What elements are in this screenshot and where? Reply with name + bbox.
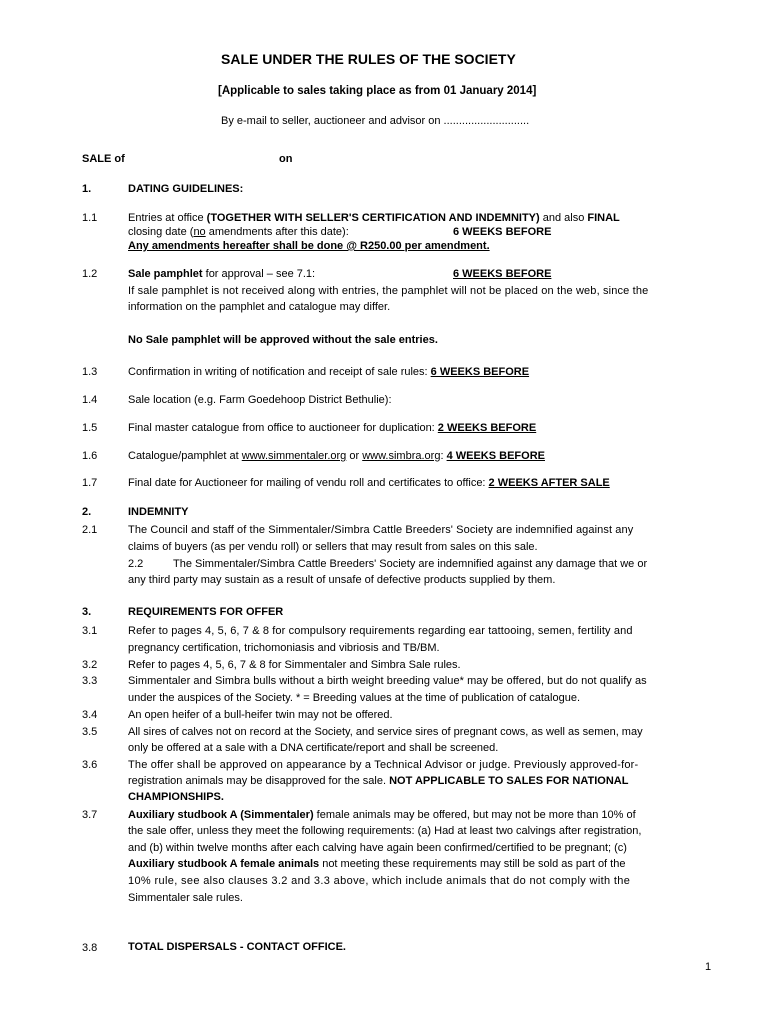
item-1-3-number: 1.3 bbox=[82, 366, 98, 378]
item-1-5-text bbox=[128, 421, 536, 435]
item-3-4-line-1: An open heifer of a bull-heifer twin may not be offered. bbox=[128, 709, 393, 721]
item-2-2-line-2: any third party may sustain as a result of unsafe of defective products supplied by them. bbox=[128, 574, 556, 586]
text: registration animals may be disapproved for the sale. bbox=[128, 775, 390, 787]
emphasis: FINAL bbox=[587, 212, 620, 224]
text: female animals may be offered, but may not be more than 10% of bbox=[313, 809, 636, 821]
page-number: 1 bbox=[705, 961, 712, 973]
item-3-5-number: 3.5 bbox=[82, 726, 98, 738]
item-3-7-number: 3.7 bbox=[82, 809, 98, 821]
text: Final master catalogue from office to auctioneer for duplication: bbox=[128, 422, 438, 434]
item-3-7-line-1 bbox=[128, 808, 636, 822]
deadline: 2 WEEKS BEFORE bbox=[437, 422, 537, 434]
item-3-4-number: 3.4 bbox=[82, 709, 98, 721]
deadline: 2 WEEKS AFTER SALE bbox=[488, 477, 610, 489]
text: or bbox=[346, 450, 363, 462]
item-1-2-number: 1.2 bbox=[82, 268, 98, 280]
document-title: SALE UNDER THE RULES OF THE SOCIETY bbox=[221, 51, 516, 67]
text: Final date for Auctioneer for mailing of vendu roll and certificates to office: bbox=[128, 477, 489, 489]
item-1-2-line-1 bbox=[128, 267, 315, 281]
item-3-2-line-1: Refer to pages 4, 5, 6, 7 & 8 for Simmentaler and Simbra Sale rules. bbox=[128, 659, 461, 671]
item-3-1-line-1: Refer to pages 4, 5, 6, 7 & 8 for compulsory requirements regarding ear tattooing, semen, fertility and bbox=[128, 625, 633, 637]
item-3-3-number: 3.3 bbox=[82, 675, 98, 687]
section-3-number: 3. bbox=[82, 606, 92, 618]
emphasis: Auxiliary studbook A (Simmentaler) bbox=[128, 809, 314, 821]
item-3-5-line-2: only be offered at a sale with a DNA certificate/report and shall be screened. bbox=[128, 742, 499, 754]
section-1-heading: DATING GUIDELINES: bbox=[128, 183, 244, 195]
deadline: 4 WEEKS BEFORE bbox=[446, 450, 545, 462]
item-1-1-line-1 bbox=[128, 211, 620, 225]
item-1-4-text: Sale location (e.g. Farm Goedehoop District Bethulie): bbox=[128, 394, 392, 406]
emphasis: (TOGETHER WITH SELLER'S CERTIFICATION AND INDEMNITY) bbox=[206, 212, 540, 224]
item-3-7-line-6: Simmentaler sale rules. bbox=[128, 892, 243, 904]
simbra-link[interactable]: www.simbra.org bbox=[362, 450, 441, 462]
text: for approval – see 7.1: bbox=[202, 268, 316, 280]
item-1-1-line-2 bbox=[128, 225, 349, 239]
emphasis: Sale pamphlet bbox=[128, 268, 203, 280]
item-1-2-line-2: If sale pamphlet is not received along with entries, the pamphlet will not be placed on the web, since the bbox=[128, 285, 649, 297]
text: amendments after this date): bbox=[205, 226, 349, 238]
item-3-1-number: 3.1 bbox=[82, 625, 98, 637]
email-note: By e-mail to seller, auctioneer and advisor on ............................ bbox=[221, 115, 530, 127]
item-3-5-line-1: All sires of calves not on record at the Society, and service sires of pregnant cows, as well as semen, may bbox=[128, 726, 643, 738]
item-2-1-line-1: The Council and staff of the Simmentaler/Simbra Cattle Breeders' Society are indemnified against any bbox=[128, 524, 634, 536]
item-2-2-line-1: The Simmentaler/Simbra Cattle Breeders' Society are indemnified against any damage that we or bbox=[173, 558, 648, 570]
item-3-7-line-5: 10% rule, see also clauses 3.2 and 3.3 above, which include animals that do not comply with the bbox=[128, 875, 631, 887]
deadline: 6 WEEKS BEFORE bbox=[430, 366, 530, 378]
item-1-6-number: 1.6 bbox=[82, 450, 98, 462]
item-3-8-number: 3.8 bbox=[82, 942, 98, 954]
item-1-2-deadline: 6 WEEKS BEFORE bbox=[453, 268, 552, 280]
text: Confirmation in writing of notification and receipt of sale rules: bbox=[128, 366, 431, 378]
item-3-6-line-3: CHAMPIONSHIPS. bbox=[128, 791, 224, 803]
item-1-2-line-3: information on the pamphlet and catalogue may differ. bbox=[128, 301, 391, 313]
item-1-2-pamphlet-note: No Sale pamphlet will be approved without the sale entries. bbox=[128, 334, 438, 346]
section-3-heading: REQUIREMENTS FOR OFFER bbox=[128, 606, 284, 618]
text: and also bbox=[539, 212, 588, 224]
item-3-6-line-2 bbox=[128, 774, 628, 788]
item-3-1-line-2: pregnancy certification, trichomoniasis and vibriosis and TB/BM. bbox=[128, 642, 440, 654]
item-2-1-line-2: claims of buyers (as per vendu roll) or sellers that may result from sales on this sale. bbox=[128, 541, 538, 553]
sale-on-label: on bbox=[279, 153, 293, 165]
item-1-1-amendment-note: Any amendments hereafter shall be done @ R250.00 per amendment. bbox=[128, 240, 490, 252]
item-3-7-line-4 bbox=[128, 857, 625, 871]
section-1-number: 1. bbox=[82, 183, 92, 195]
emphasis: NOT APPLICABLE TO SALES FOR NATIONAL bbox=[389, 775, 629, 787]
item-2-1-number: 2.1 bbox=[82, 524, 98, 536]
item-1-5-number: 1.5 bbox=[82, 422, 98, 434]
simmentaler-link[interactable]: www.simmentaler.org bbox=[241, 450, 347, 462]
item-3-7-line-3: and (b) within twelve months after each calving have again been confirmed/certified to be pregnant; (c) bbox=[128, 842, 627, 854]
item-3-8-heading: TOTAL DISPERSALS - CONTACT OFFICE. bbox=[128, 941, 346, 953]
section-2-number: 2. bbox=[82, 506, 92, 518]
emphasis: Auxiliary studbook A female animals bbox=[128, 858, 320, 870]
item-1-1-number: 1.1 bbox=[82, 212, 98, 224]
section-2-heading: INDEMNITY bbox=[128, 506, 189, 518]
item-1-4-number: 1.4 bbox=[82, 394, 98, 406]
applicable-note: [Applicable to sales taking place as from 01 January 2014] bbox=[218, 85, 537, 97]
text: : bbox=[440, 450, 447, 462]
item-2-2-number: 2.2 bbox=[128, 558, 144, 570]
text: closing date ( bbox=[128, 226, 194, 238]
item-1-1-deadline: 6 WEEKS BEFORE bbox=[453, 226, 552, 238]
item-3-2-number: 3.2 bbox=[82, 659, 98, 671]
item-3-3-line-1: Simmentaler and Simbra bulls without a birth weight breeding value* may be offered, but do not qualify as bbox=[128, 675, 647, 687]
item-1-6-text bbox=[128, 449, 545, 463]
item-3-6-number: 3.6 bbox=[82, 759, 98, 771]
item-1-7-number: 1.7 bbox=[82, 477, 98, 489]
item-3-3-line-2: under the auspices of the Society. * = Breeding values at the time of publication of catalogue. bbox=[128, 692, 580, 704]
underlined-text: no bbox=[193, 226, 206, 238]
text: not meeting these requirements may still be sold as part of the bbox=[319, 858, 626, 870]
text: Entries at office bbox=[128, 212, 207, 224]
item-1-7-text bbox=[128, 476, 610, 490]
item-3-7-line-2: the sale offer, unless they meet the following requirements: (a) Had at least two calvings after registration, bbox=[128, 825, 642, 837]
item-1-3-text bbox=[128, 365, 529, 379]
item-3-6-line-1: The offer shall be approved on appearance by a Technical Advisor or judge. Previously approved-for- bbox=[128, 759, 639, 771]
sale-of-label: SALE of bbox=[82, 153, 125, 165]
text: Catalogue/pamphlet at bbox=[128, 450, 242, 462]
